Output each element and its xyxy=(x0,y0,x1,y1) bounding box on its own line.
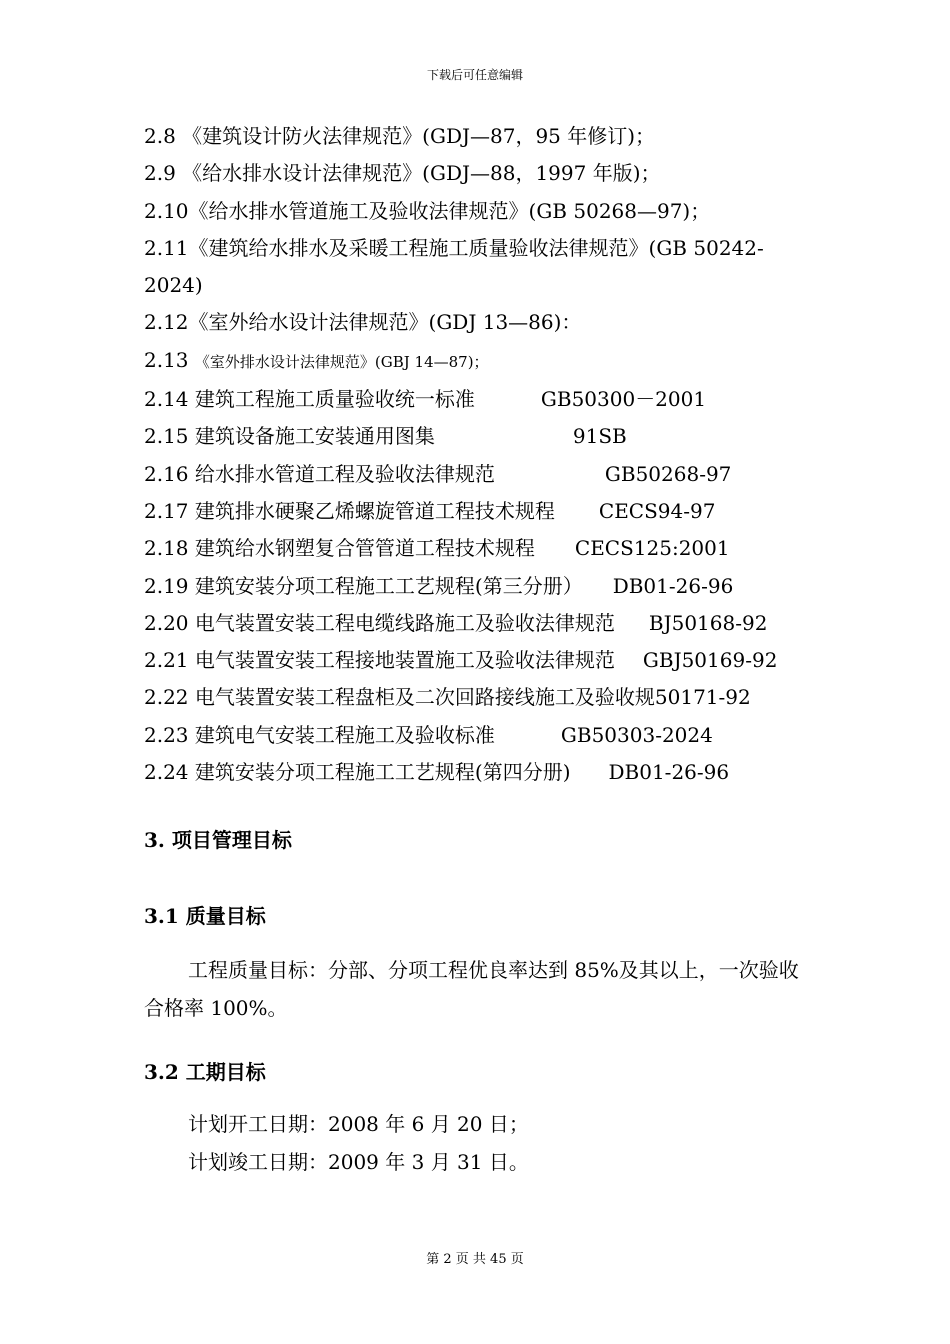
ref-text: 《建筑给水排水及采暖工程施工质量验收法律规范》(GB 50242-2024) xyxy=(144,235,764,298)
ref-text: 建筑给水钢塑复合管管道工程技术规程 xyxy=(194,536,535,561)
ref-number: 2.15 xyxy=(144,424,189,449)
ref-text: 《给水排水管道施工及验收法律规范》(GB 50268—97)； xyxy=(188,198,711,223)
ref-code: CECS125:2001 xyxy=(574,536,730,561)
ref-code: CECS94-97 xyxy=(598,498,716,523)
ref-number: 2.11 xyxy=(144,235,189,260)
ref-item xyxy=(144,642,814,679)
ref-item xyxy=(144,155,814,192)
ref-text: 建筑电气安装工程施工及验收标准 xyxy=(194,722,495,747)
ref-item xyxy=(144,418,814,455)
ref-code: GBJ50169-92 xyxy=(642,648,778,673)
ref-code: BJ50168-92 xyxy=(648,610,768,635)
ref-text: 《给水排水设计法律规范》(GDJ—88，1997 年版)； xyxy=(182,161,661,186)
ref-text: 电气装置安装工程电缆线路施工及验收法律规范 xyxy=(194,610,615,635)
subsection-title-quality: 3.1 质量目标 xyxy=(144,904,266,929)
ref-number: 2.16 xyxy=(144,461,189,486)
ref-number: 2.21 xyxy=(144,648,189,673)
ref-code: GB50300－2001 xyxy=(540,387,707,412)
ref-item xyxy=(144,193,814,230)
ref-number: 2.12 xyxy=(144,310,189,335)
section-title: 3. 项目管理目标 xyxy=(144,828,292,853)
ref-item xyxy=(144,568,814,605)
page-footer: 第 2 页 共 45 页 xyxy=(426,1252,524,1267)
ref-text: 《建筑设计防火法律规范》(GDJ—87，95 年修订)； xyxy=(182,124,656,148)
ref-text: 建筑工程施工质量验收统一标准 xyxy=(194,387,475,412)
ref-text: 电气装置安装工程盘柜及二次回路接线施工及验收规 xyxy=(194,685,655,710)
ref-number: 2.10 xyxy=(144,198,189,223)
ref-code: DB01-26-96 xyxy=(612,573,734,598)
ref-text: 建筑排水硬聚乙烯螺旋管道工程技术规程 xyxy=(194,498,555,523)
ref-number: 2.8 xyxy=(144,124,176,148)
ref-item xyxy=(144,605,814,642)
ref-number: 2.19 xyxy=(144,573,189,598)
ref-code: 50171-92 xyxy=(654,685,751,710)
ref-item xyxy=(144,118,814,155)
ref-item xyxy=(144,754,814,791)
ref-text: 建筑安装分项工程施工工艺规程(第四分册) xyxy=(194,760,571,785)
ref-number: 2.23 xyxy=(144,722,189,747)
ref-item xyxy=(144,381,814,418)
ref-text: 建筑安装分项工程施工工艺规程(第三分册） xyxy=(194,573,583,598)
subsection-title-schedule: 3.2 工期目标 xyxy=(144,1060,266,1085)
ref-number: 2.9 xyxy=(144,161,176,186)
page-header: 下载后可任意编辑 xyxy=(426,68,523,82)
ref-number: 2.14 xyxy=(144,387,189,412)
ref-number: 2.24 xyxy=(144,760,189,785)
ref-text: 给水排水管道工程及验收法律规范 xyxy=(194,461,495,486)
ref-number: 2.17 xyxy=(144,498,189,523)
ref-number: 2.18 xyxy=(144,536,189,561)
ref-item xyxy=(144,493,814,530)
ref-text: 建筑设备施工安装通用图集 xyxy=(194,424,435,449)
start-date: 计划开工日期：2008 年 6 月 20 日； xyxy=(188,1112,529,1137)
ref-item xyxy=(144,679,814,716)
ref-text: 《室外给水设计法律规范》(GDJ 13—86)： xyxy=(188,310,582,335)
ref-item xyxy=(144,717,814,754)
ref-item xyxy=(144,342,814,381)
document-body xyxy=(144,118,814,1181)
ref-item xyxy=(144,304,814,341)
ref-text: 电气装置安装工程接地装置施工及验收法律规范 xyxy=(194,648,615,673)
ref-code: GB50268-97 xyxy=(604,461,732,486)
ref-item xyxy=(144,456,814,493)
quality-goal-text: 工程质量目标：分部、分项工程优良率达到 85%及其以上，一次验收合格率 100%。 xyxy=(144,958,799,1021)
ref-number: 2.20 xyxy=(144,610,189,635)
ref-number: 2.22 xyxy=(144,685,189,710)
ref-number: 2.13 xyxy=(144,347,189,372)
ref-item xyxy=(144,230,814,305)
ref-item xyxy=(144,530,814,567)
end-date: 计划竣工日期：2009 年 3 月 31 日。 xyxy=(188,1150,529,1175)
ref-code: DB01-26-96 xyxy=(608,760,730,785)
ref-code: 91SB xyxy=(572,424,627,449)
ref-text: 《室外排水设计法律规范》(GBJ 14—87)； xyxy=(194,352,489,371)
ref-code: GB50303-2024 xyxy=(560,722,713,747)
